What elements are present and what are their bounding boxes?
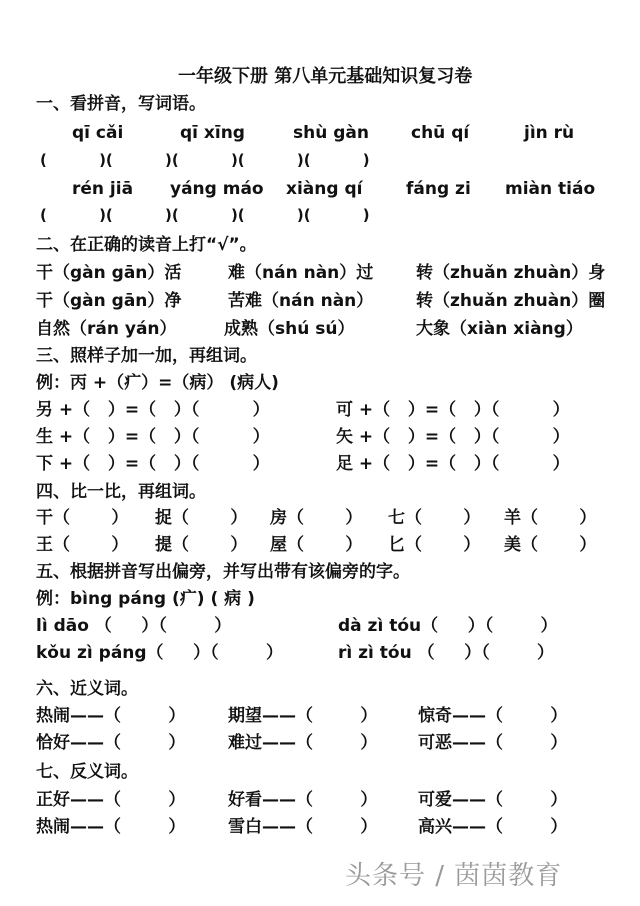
pinyin-word: jìn rù xyxy=(524,123,575,143)
reading-choice[interactable]: 干（gàn gān）净 xyxy=(36,291,182,311)
compare-item[interactable]: 匕（ ） xyxy=(388,535,481,555)
pinyin-word: fáng zi xyxy=(406,179,471,199)
compare-item[interactable]: 美（ ） xyxy=(504,535,597,555)
page-title: 一年级下册 第八单元基础知识复习卷 xyxy=(178,66,473,87)
antonym-item[interactable]: 雪白——（ ） xyxy=(228,817,378,837)
pinyin-word: qī xīng xyxy=(180,123,245,143)
compare-item[interactable]: 干（ ） xyxy=(36,508,129,528)
pinyin-word: xiàng qí xyxy=(286,179,363,199)
synonym-item[interactable]: 恰好——（ ） xyxy=(36,733,186,753)
synonym-item[interactable]: 难过——（ ） xyxy=(228,733,378,753)
antonym-item[interactable]: 高兴——（ ） xyxy=(418,817,568,837)
reading-choice[interactable]: 转（zhuǎn zhuàn）身 xyxy=(416,263,606,283)
watermark: 头条号 / 茵茵教育 xyxy=(345,861,563,891)
reading-choice[interactable]: 难（nán nàn）过 xyxy=(228,263,374,283)
pinyin-word: qī cǎi xyxy=(72,123,124,143)
section-4-heading: 四、比一比，再组词。 xyxy=(36,482,206,502)
pinyin-word: rén jiā xyxy=(72,179,134,199)
reading-choice[interactable]: 大象（xiàn xiàng） xyxy=(416,319,583,339)
compare-item[interactable]: 屋（ ） xyxy=(270,535,363,555)
reading-choice[interactable]: 成熟（shú sú） xyxy=(224,319,355,339)
add-radical-row[interactable]: 另 +（ ）=（ ）（ ） xyxy=(36,400,270,420)
section-7-heading: 七、反义词。 xyxy=(36,762,138,782)
compare-item[interactable]: 羊（ ） xyxy=(504,508,597,528)
add-radical-row[interactable]: 足 +（ ）=（ ）（ ） xyxy=(336,454,570,474)
add-radical-row[interactable]: 可 +（ ）=（ ）（ ） xyxy=(336,400,570,420)
compare-item[interactable]: 提（ ） xyxy=(155,535,248,555)
synonym-item[interactable]: 惊奇——（ ） xyxy=(418,706,568,726)
compare-item[interactable]: 王（ ） xyxy=(36,535,129,555)
synonym-item[interactable]: 热闹——（ ） xyxy=(36,706,186,726)
example-text: 例：bìng páng (疒) ( 病 ) xyxy=(36,589,255,609)
synonym-item[interactable]: 期望——（ ） xyxy=(228,706,378,726)
pinyin-word: miàn tiáo xyxy=(505,179,596,199)
antonym-item[interactable]: 正好——（ ） xyxy=(36,790,186,810)
answer-blank-row[interactable]: ( )( )( )( )( ) xyxy=(40,151,370,169)
antonym-item[interactable]: 热闹——（ ） xyxy=(36,817,186,837)
radical-row[interactable]: kǒu zì páng（ ）（ ） xyxy=(36,643,283,663)
radical-row[interactable]: rì zì tóu （ ）（ ） xyxy=(338,643,555,663)
reading-choice[interactable]: 干（gàn gān）活 xyxy=(36,263,182,283)
reading-choice[interactable]: 苦难（nán nàn） xyxy=(228,291,374,311)
compare-item[interactable]: 捉（ ） xyxy=(155,508,248,528)
antonym-item[interactable]: 可爱——（ ） xyxy=(418,790,568,810)
section-3-heading: 三、照样子加一加，再组词。 xyxy=(36,346,257,366)
section-1-heading: 一、看拼音，写词语。 xyxy=(36,94,206,114)
example-text: 例：丙 +（疒）=（病） (病人) xyxy=(36,373,279,393)
pinyin-word: shù gàn xyxy=(293,123,369,143)
section-6-heading: 六、近义词。 xyxy=(36,679,138,699)
reading-choice[interactable]: 转（zhuǎn zhuàn）圈 xyxy=(416,291,606,311)
compare-item[interactable]: 房（ ） xyxy=(270,508,363,528)
add-radical-row[interactable]: 矢 +（ ）=（ ）（ ） xyxy=(336,427,570,447)
radical-row[interactable]: dà zì tóu（ ）（ ） xyxy=(338,616,558,636)
section-5-heading: 五、根据拼音写出偏旁，并写出带有该偏旁的字。 xyxy=(36,562,410,582)
answer-blank-row[interactable]: ( )( )( )( )( ) xyxy=(40,206,370,224)
synonym-item[interactable]: 可恶——（ ） xyxy=(418,733,568,753)
reading-choice[interactable]: 自然（rán yán） xyxy=(36,319,177,339)
add-radical-row[interactable]: 生 +（ ）=（ ）（ ） xyxy=(36,427,270,447)
add-radical-row[interactable]: 下 +（ ）=（ ）（ ） xyxy=(36,454,270,474)
section-2-heading: 二、在正确的读音上打“√”。 xyxy=(36,235,257,255)
pinyin-word: yáng máo xyxy=(170,179,264,199)
radical-row[interactable]: lì dāo （ ）（ ） xyxy=(36,616,232,636)
antonym-item[interactable]: 好看——（ ） xyxy=(228,790,378,810)
pinyin-word: chū qí xyxy=(411,123,470,143)
compare-item[interactable]: 七（ ） xyxy=(388,508,481,528)
